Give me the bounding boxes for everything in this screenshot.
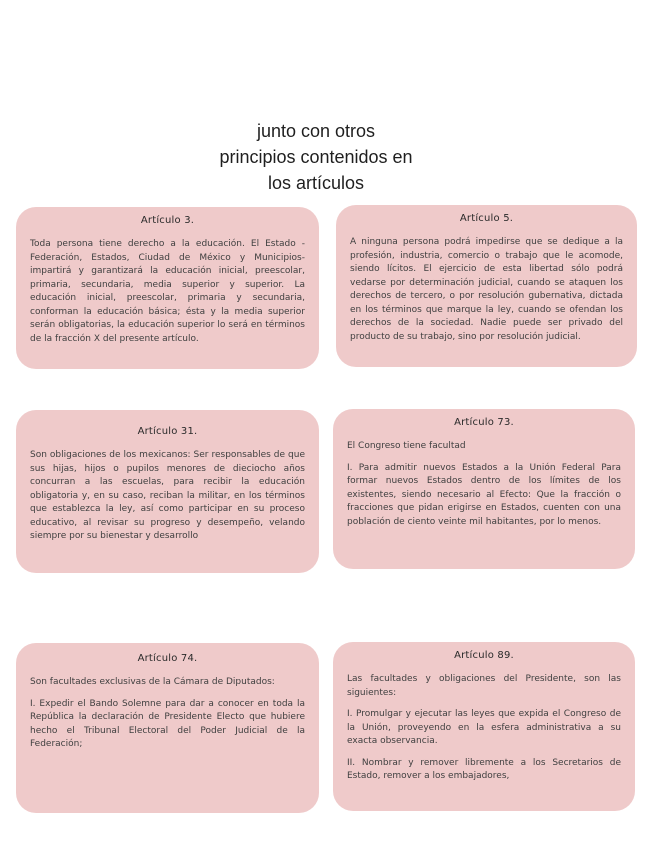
article-73-paragraph-2: I. Para admitir nuevos Estados a la Unión Federal Para formar nuevos Estados dentro de los límites de los existentes, siendo necesario al Efecto: Que la fracción o fracciones que pidan erigirse en Estados, cuenten con una población de ciento veinte mil habitantes, por lo menos. (347, 462, 621, 527)
article-31-heading: Artículo 31. (137, 426, 198, 437)
article-73-card (333, 409, 635, 569)
article-74-paragraph-1: Son facultades exclusivas de la Cámara de Diputados: (30, 677, 275, 687)
article-73-heading: Artículo 73. (454, 417, 514, 428)
article-74-card (16, 643, 319, 813)
title-line-3: los artículos (267, 173, 365, 193)
title-line-2: principios contenidos en (219, 147, 413, 167)
article-89-paragraph-1: Las facultades y obligaciones del Presidente, son las siguientes: (347, 674, 621, 698)
article-3-card (16, 207, 319, 369)
article-5-card (336, 205, 637, 367)
article-74-paragraph-2: I. Expedir el Bando Solemne para dar a conocer en toda la República la declaración de Presidente Electo que hubiere hecho el Tribunal Electoral del Poder Judicial de la Federación; (30, 698, 305, 749)
article-5-heading: Artículo 5. (459, 213, 514, 224)
article-89-paragraph-3: II. Nombrar y remover libremente a los Secretarios de Estado, remover a los embajadores, (347, 757, 621, 781)
article-3-heading: Artículo 3. (140, 215, 195, 226)
article-31-paragraph-1: Son obligaciones de los mexicanos: Ser responsables de que sus hijas, hijos o pupilos menores de dieciocho años concurran a las escuelas, para recibir la educación obligatoria y, en su caso, reciban la militar, en los términos que establezca la ley, así como participar en su proceso educativo, al revisar su progreso y desempeño, velando siempre por su bienestar y desarrollo (30, 450, 305, 541)
article-3-paragraph-1: Toda persona tiene derecho a la educación. El Estado -Federación, Estados, Ciudad de México y Municipios- impartirá y garantizará la educación inicial, preescolar, primaria, secundaria, media superior y superior. La educación inicial, preescolar, primaria y secundaria, conforman la educación básica; ésta y la media superior serán obligatorias, la educación superior lo será en términos de la fracción X del presente artículo. (30, 239, 305, 344)
article-5-paragraph-1: A ninguna persona podrá impedirse que se dedique a la profesión, industria, comercio o trabajo que le acomode, siendo lícitos. El ejercicio de esta libertad sólo podrá vedarse por determinación judicial, cuando se ataquen los derechos de tercero, o por resolución gubernativa, dictada en los términos que marque la ley, cuando se ofendan los derechos de la sociedad. Nadie puede ser privado del producto de su trabajo, sino por resolución judicial. (350, 237, 623, 342)
article-31-card (16, 410, 319, 573)
title-line-1: junto con otros (256, 121, 376, 141)
article-74-heading: Artículo 74. (137, 653, 198, 664)
article-89-heading: Artículo 89. (454, 650, 514, 661)
article-73-paragraph-1: El Congreso tiene facultad (347, 441, 466, 451)
article-89-card (333, 642, 635, 811)
article-89-paragraph-2: I. Promulgar y ejecutar las leyes que expida el Congreso de la Unión, proveyendo en la esfera administrativa a su exacta observancia. (347, 709, 621, 746)
page-title (0, 118, 632, 196)
